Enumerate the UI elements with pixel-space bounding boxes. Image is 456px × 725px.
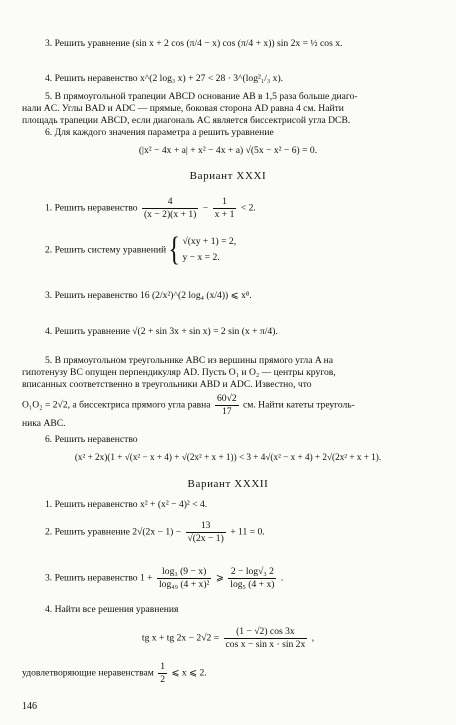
v31-p5-frac-num: 60√2	[216, 392, 237, 404]
v32-p3-num1: log₃ (9 − x)	[157, 566, 211, 579]
prev-p5-line1: 5. В прямоугольной трапеции ABCD основание AB в 1,5 раза больше диаго-	[45, 91, 358, 102]
v31-p1-num2: 1	[213, 196, 237, 209]
v32-p2-den: √(2x − 1)	[187, 532, 224, 544]
v32-problem-2	[45, 520, 265, 545]
v32-p2-label: 2. Решить уравнение	[45, 526, 130, 538]
v32-p3-label: 3. Решить неравенство	[45, 572, 138, 584]
v32-problem-3	[45, 566, 283, 591]
v31-p3-formula: 16 (2/x²)^(2 log₄ (x/4)) ⩽ x⁸.	[139, 290, 252, 301]
v31-p5-line1: 5. В прямоугольном треугольнике ABC из вершины прямого угла A на	[45, 355, 334, 366]
v32-cond-den: 2	[160, 673, 166, 685]
v31-problem-1: 1. Решить неравенство $\frac{4}{(x - 2)(x + 1)}$ − $\frac{1}{x + 1}$ < 2.	[45, 196, 256, 220]
prev-p3-formula: (sin x + 2 cos (π/4 − x) cos (π/4 + x)) sin 2x = ½ cos x.	[132, 38, 343, 49]
v32-p4-formula	[0, 626, 456, 651]
v32-p2-fraction	[186, 520, 226, 545]
v31-problem-4	[45, 326, 278, 338]
v32-p4-lead: tg x + tg 2x − 2√2 =	[141, 632, 220, 644]
prev-p3-label: 3. Решить уравнение	[45, 38, 130, 49]
v32-p3-fraction-1	[157, 566, 211, 591]
prev-p5-line2: нали AC. Углы BAD и ADC — прямые, боковая сторона AD равна 4 см. Найти	[22, 102, 344, 114]
v32-p3-num2: 2 − log√₃ 2	[228, 566, 276, 579]
v31-p6-formula: (x² + 2x)(1 + √(x² − x + 4) + √(2x² + x + 1)) < 3 + 4√(x² − x + 4) + 2√(2x² + x + 1).	[74, 452, 382, 462]
v32-cond-label: удовлетворяющие неравенствам	[22, 667, 154, 679]
v32-cond-num: 1	[160, 661, 166, 672]
v31-p5-frac-den: 17	[222, 405, 232, 417]
v31-p3-label: 3. Решить неравенство	[45, 290, 138, 301]
v32-problem-1	[45, 499, 207, 511]
v31-p5-line2: гипотенузу BC опущен перпендикуляр AD. Пусть O₁ и O₂ — центры кругов,	[22, 366, 336, 378]
v32-cond-fraction	[158, 661, 167, 686]
v31-p5-line5: ника ABC.	[22, 417, 66, 429]
v31-problem-2	[45, 234, 236, 267]
prev-problem-4	[45, 73, 283, 85]
v31-p2-label: 2. Решить систему уравнений	[45, 244, 167, 256]
v31-p1-fraction-1	[142, 196, 198, 221]
v32-condition	[22, 661, 207, 686]
v32-p2-lead: 2√(2x − 1) −	[132, 526, 182, 538]
variant-32-title: Вариант XXXII	[187, 478, 269, 490]
page-number: 146	[22, 701, 37, 712]
v31-p1-den: (x − 2)(x + 1)	[143, 208, 197, 220]
v31-p1-num: 4	[142, 196, 198, 209]
v31-p2-system	[182, 234, 236, 267]
v32-p4-tail: ,	[311, 632, 315, 644]
prev-problem-3	[45, 38, 342, 50]
v32-p4-num: (1 − √2) cos 3x	[224, 626, 308, 639]
v31-p4-label: 4. Решить уравнение	[45, 326, 130, 337]
v31-p1-tail: < 2.	[240, 202, 256, 214]
prev-p6-line1: 6. Для каждого значения параметра a решить уравнение	[45, 127, 274, 138]
v31-p4-formula: √(2 + sin 3x + sin x) = 2 sin (x + π/4).	[132, 326, 278, 337]
v32-p3-lead: 1 +	[139, 572, 153, 584]
prev-p4-label: 4. Решить неравенство	[45, 73, 138, 84]
v32-p4-den: cos x − sin x · sin 2x	[225, 638, 306, 650]
v31-p1-fraction-2	[213, 196, 237, 221]
v32-p3-den1: log₄₉ (4 + x)²	[159, 578, 210, 590]
v31-p1-den2: x + 1	[214, 208, 235, 220]
v32-p1-label: 1. Решить неравенство	[45, 499, 138, 510]
prev-problem-5	[22, 91, 432, 127]
v31-problem-5	[22, 355, 432, 430]
v31-problem-3	[45, 290, 252, 302]
v31-p5-line4b: см. Найти катеты треуголь-	[243, 399, 355, 411]
v32-p4-fraction	[224, 626, 308, 651]
v32-p3-mid: ⩾	[215, 572, 224, 584]
v31-p2-eq2: y − x = 2.	[182, 252, 220, 264]
v31-p1-label: 1. Решить неравенство	[45, 202, 138, 214]
v32-p2-tail: + 11 = 0.	[230, 526, 265, 538]
v31-p5-line3: вписанных соответственно в треугольники ABD и ADC. Известно, что	[22, 378, 312, 390]
prev-p6-formula: (|x² − 4x + a| + x² − 4x + a) √(5x − x² − 6) = 0.	[138, 145, 318, 156]
v32-p4-label: 4. Найти все решения уравнения	[45, 604, 179, 615]
prev-p4-formula: x^(2 log₃ x) + 27 < 28 · 3^(log²₁/₃ x).	[139, 73, 284, 84]
prev-p5-line3: площадь трапеции ABCD, если диагональ AC является биссектрисой угла DCB.	[22, 114, 351, 126]
v31-p2-eq1: √(xy + 1) = 2,	[182, 236, 237, 247]
v31-p5-line4a: O₁O₂ = 2√2, а биссектриса прямого угла равна	[22, 399, 211, 411]
v32-p3-den2: log₅ (4 + x)	[230, 578, 275, 590]
v31-p6-label: 6. Решить неравенство	[45, 434, 138, 445]
variant-31-title: Вариант XXXI	[189, 170, 267, 182]
v31-p5-line4	[22, 393, 432, 418]
v32-p3-tail: .	[280, 572, 284, 584]
v31-p5-fraction	[215, 393, 239, 418]
v32-p3-fraction-2	[228, 566, 276, 591]
v32-p2-num: 13	[186, 520, 226, 533]
system-brace: {	[168, 232, 181, 269]
v32-cond-tail: ⩽ x ⩽ 2.	[171, 667, 207, 679]
v32-p1-formula: x² + (x² − 4)² < 4.	[139, 499, 208, 510]
